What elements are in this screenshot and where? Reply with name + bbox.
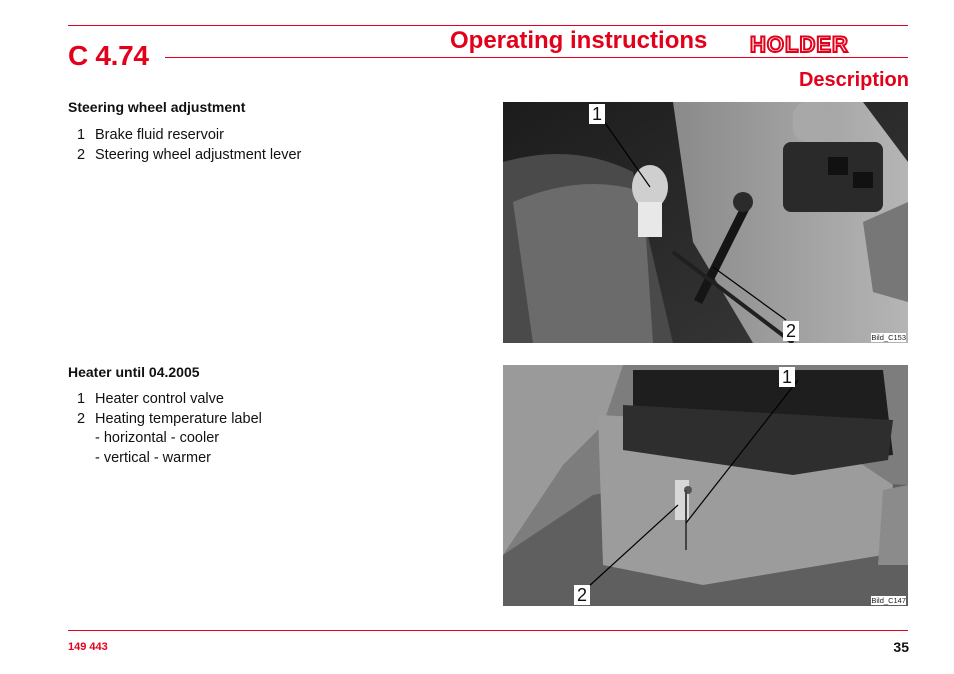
steering-photo-illustration <box>503 102 908 343</box>
footer-rule <box>68 630 908 631</box>
steering-photo <box>503 102 908 343</box>
section-title: Description <box>798 69 909 91</box>
figure-label: Bild_C147 <box>871 596 906 605</box>
list-subitem: - vertical - warmer <box>95 449 212 466</box>
steering-item-list <box>68 126 301 165</box>
heater-photo <box>503 365 908 606</box>
figure-callout-2: 2 <box>574 585 590 605</box>
list-item: 2 Heating temperature label <box>77 410 262 427</box>
list-item: 1 Heater control valve <box>77 391 224 407</box>
steering-heading: Steering wheel adjustment <box>68 99 246 115</box>
figure-callout-1: 1 <box>589 104 605 124</box>
list-item: 1 Brake fluid reservoir <box>77 127 224 143</box>
page-code: C 4.74 <box>68 40 149 71</box>
heater-item-list <box>68 390 262 468</box>
holder-logo: HOLDER <box>750 32 849 57</box>
heater-heading: Heater until 04.2005 <box>68 364 200 380</box>
figure-callout-1: 1 <box>779 367 795 387</box>
list-item: 2 Steering wheel adjustment lever <box>77 146 302 163</box>
figure-label: Bild_C153 <box>871 333 906 342</box>
document-number: 149 443 <box>68 641 108 653</box>
heater-photo-illustration <box>503 365 908 606</box>
page-number: 35 <box>893 639 909 655</box>
list-subitem: - horizontal - cooler <box>95 430 220 446</box>
header-top-rule <box>68 25 908 26</box>
figure-callout-2: 2 <box>783 321 799 341</box>
document-title: Operating instructions <box>450 27 708 54</box>
